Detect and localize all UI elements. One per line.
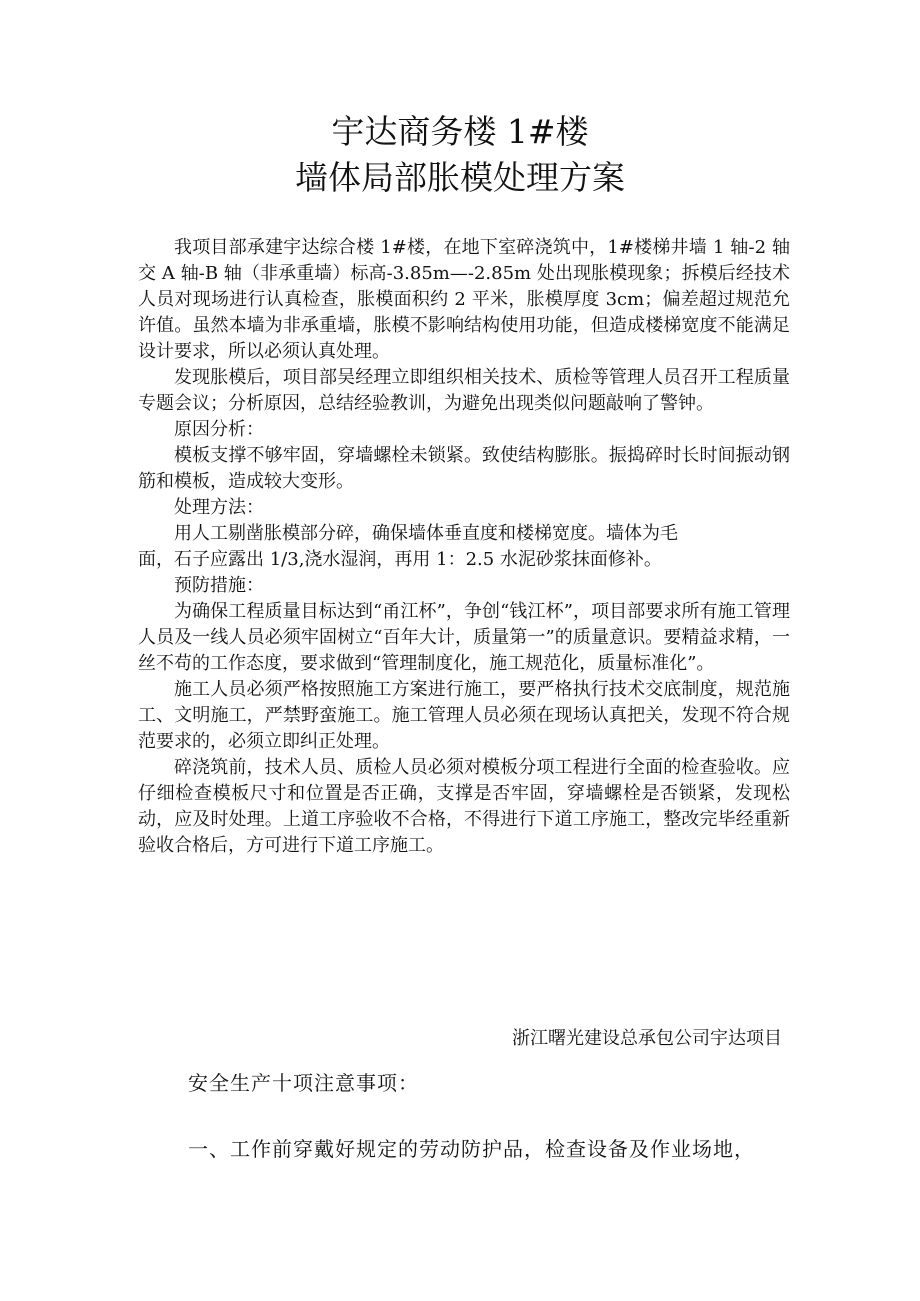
document-body [138, 235, 790, 859]
paragraph-cause: 模板支撑不够牢固，穿墙螺栓未锁紧。致使结构膨胀。振捣碎时长时间振动钢筋和模板，造成较大变形。 [138, 445, 790, 492]
paragraph-prevention-construction: 施工人员必须严格按照施工方案进行施工，要严格执行技术交底制度，规范施工、文明施工，严禁野蛮施工。施工管理人员必须在现场认真把关，发现不符合规范要求的，必须立即纠正处理。 [138, 679, 790, 752]
safety-item-1: 一、工作前穿戴好规定的劳动防护品，检查设备及作业场地， [188, 1137, 755, 1161]
signature: 浙江曙光建设总承包公司宇达项目 [512, 1028, 782, 1049]
heading-cause-analysis: 原因分析： [174, 419, 264, 440]
paragraph-overview: 我项目部承建宇达综合楼 1#楼，在地下室碎浇筑中，1#楼梯井墙 1 轴-2 轴交 A 轴-B 轴（非承重墙）标高-3.85m—-2.85m 处出现胀模现象；拆模后经技术人员对现场进行认真检查，胀模面积约 2 平米，胀模厚度 3cm；偏差超过规范允许值。虽然本墙为非承重墙，胀模不影响结构使用功能，但造成楼梯宽度不能满足设计要求，所以必须认真处理。 [138, 237, 790, 362]
heading-treatment-method: 处理方法： [174, 497, 264, 518]
paragraph-treatment-line2: 面，石子应露出 1/3,浇水湿润，再用 1：2.5 水泥砂浆抹面修补。 [138, 549, 662, 570]
document-title-line1: 宇达商务楼 1#楼 [331, 112, 589, 151]
paragraph-prevention-inspection: 碎浇筑前，技术人员、质检人员必须对模板分项工程进行全面的检查验收。应仔细检查模板尺寸和位置是否正确，支撑是否牢固，穿墙螺栓是否锁紧，发现松动，应及时处理。上道工序验收不合格，不得进行下道工序施工，整改完毕经重新验收合格后，方可进行下道工序施工。 [138, 757, 790, 856]
paragraph-prevention-quality: 为确保工程质量目标达到“甬江杯”，争创“钱江杯”，项目部要求所有施工管理人员及一线人员必须牢固树立“百年大计，质量第一”的质量意识。要精益求精，一丝不苟的工作态度，要求做到“管理制度化，施工规范化，质量标准化”。 [138, 601, 790, 674]
paragraph-treatment-line1: 用人工剔凿胀模部分碎，确保墙体垂直度和楼梯宽度。墙体为毛 [174, 523, 678, 544]
document-title-line2: 墙体局部胀模处理方案 [295, 158, 625, 197]
paragraph-meeting: 发现胀模后，项目部吴经理立即组织相关技术、质检等管理人员召开工程质量专题会议；分析原因，总结经验教训，为避免出现类似问题敲响了警钟。 [138, 367, 790, 414]
heading-prevention: 预防措施： [174, 575, 264, 596]
safety-title: 安全生产十项注意事项： [188, 1071, 419, 1095]
